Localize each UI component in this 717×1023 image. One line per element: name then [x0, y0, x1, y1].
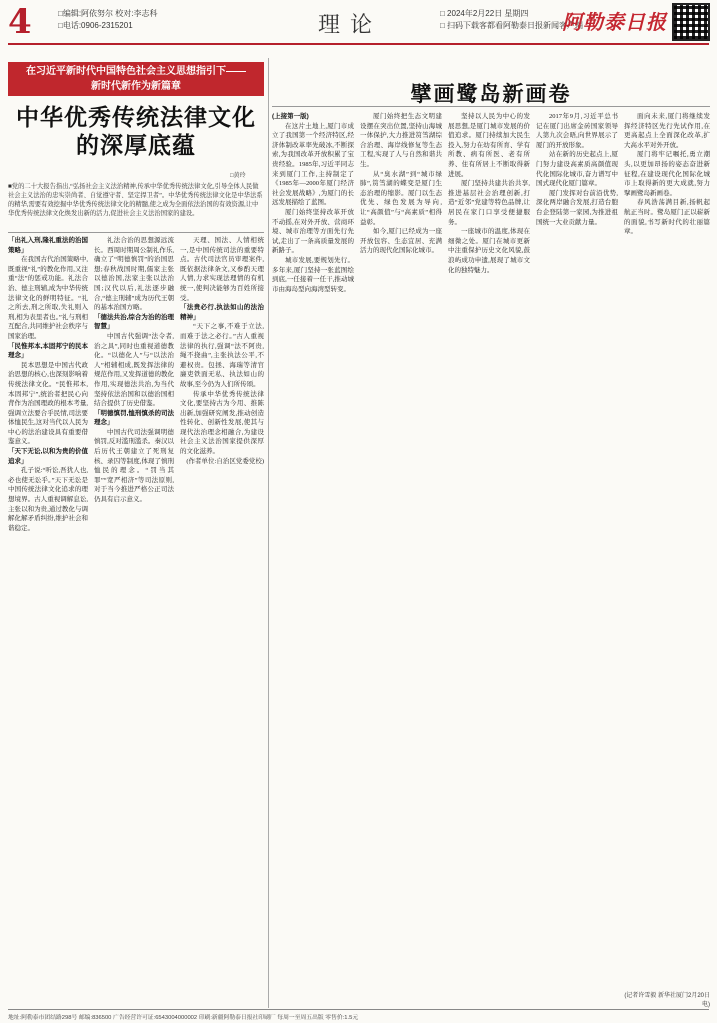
- masthead: [0, 0, 717, 44]
- paragraph: “天下之事,不难于立法,而难于法之必行。”古人重视法律的执行,强调“法不阿贵,绳不挠曲”,主张执法公平,不避权贵。包拯、海瑞等清官廉吏铁面无私、执法如山的故事,至今仍为人们所传颂。: [180, 323, 264, 388]
- subheading: 「民惟邦本,本固邦宁的民本理念」: [8, 342, 88, 360]
- paragraph: 站在新的历史起点上,厦门努力建设高素质高颜值现代化国际化城市,奋力谱写中国式现代化厦门篇章。: [536, 151, 618, 188]
- column-banner: [8, 62, 264, 96]
- paragraph: 厦门始终坚持改革开放不动摇,在对外开放、营商环境、城市治理等方面先行先试,走出了一条高质量发展的新路子。: [272, 208, 354, 255]
- paragraph: 中国古代司法强调明德慎罚,反对滥刑滥杀。秦汉以后历代王朝建立了死刑复核、录囚等制度,体现了慎刑恤民的理念。“罚当其罪”“宽严相济”等司法原则,对于当今推进严格公正司法仍具有启示意义。: [94, 428, 174, 504]
- paragraph: 在这片土地上,厦门市成立了我国第一个经济特区,经济体制改革率先破冰,不断探索,为我国改革开放积累了宝贵经验。1985年,习近平同志来到厦门工作,主持制定了《1985年—2000年厦门经济社会发展战略》,为厦门的长远发展描绘了蓝图。: [272, 122, 354, 207]
- editor-line: □编辑:阿依努尔 校对:李志科: [58, 9, 158, 18]
- paragraph: 民本思想是中国古代政治思想的核心,也深刻影响着传统法律文化。“民惟邦本,本固邦宁”,统治者把民心向背作为治国理政的根本考量,强调立法要合乎民情,司法要体恤民生,这对当代以人民为中心的法治建设具有重要借鉴意义。: [8, 361, 88, 446]
- paragraph: 如今,厦门已经成为一座开放包容、生态宜居、充满活力的现代化国际化城市。: [360, 228, 442, 255]
- column-divider: [268, 58, 269, 1008]
- banner-line-1: 在习近平新时代中国特色社会主义思想指引下——: [26, 66, 246, 77]
- left-article-title: 中华优秀传统法律文化的深厚底蕴: [16, 104, 256, 159]
- title-divider: [272, 106, 710, 107]
- right-article-column-3: [448, 112, 530, 1008]
- right-article-column-5: [624, 112, 710, 1008]
- subheading: 「天下无讼,以和为贵的价值追求」: [8, 448, 88, 465]
- paragraph: 厦门将牢记嘱托,勇立潮头,以更加昂扬的姿态奋进新征程,在建设现代化国际化城市上取得新的更大成就,努力擘画鹭岛新画卷。: [624, 151, 710, 197]
- left-article-column-1: [8, 236, 88, 1008]
- paragraph: 春风浩荡满目新,扬帆起航正当时。鹭岛厦门正以崭新的面貌,书写新时代的壮丽篇章。: [624, 199, 710, 236]
- right-article-title: 擘画鹭岛新画卷: [410, 81, 572, 106]
- masthead-divider: [8, 43, 709, 45]
- paragraph: 在我国古代治国策略中,既重视“礼”的教化作用,又注重“法”的惩戒功能。礼法合治、德主刑辅,成为中华传统法律文化的鲜明特征。“礼之所去,刑之所取,失礼则入刑,相为表里者也。”礼与刑相互配合,共同维护社会秩序与国家治理。: [8, 256, 88, 340]
- newspaper-logo: 阿勒泰日报: [562, 10, 667, 34]
- continued-label: (上接第一版): [272, 113, 309, 120]
- paragraph: 中国古代强调“法令者,治之具”,同时也重视道德教化。“以德化人”与“以法治人”相辅相成,既发挥法律的规范作用,又发挥道德的教化作用,实现德法共治,为当代坚持依法治国和以德治国相结合提供了历史借鉴。: [94, 332, 174, 408]
- note-divider: [8, 232, 264, 233]
- paragraph: 坚持以人民为中心的发展思想,是厦门城市发展的价值追求。厦门持续加大民生投入,努力在幼有所育、学有所教、病有所医、老有所养、住有所居上不断取得新进展。: [448, 113, 530, 178]
- contact-line: □ 扫码下载客都看阿勒泰日报新闻客户端: [440, 21, 584, 30]
- left-article-column-2: [94, 236, 174, 1008]
- right-article-column-4: [536, 112, 618, 1008]
- paragraph: 礼法合治的思想源远流长。西周时期周公制礼作乐,确立了“明德慎罚”的治国思想;春秋战国时期,儒家主张以德治国,法家主张以法治国;汉代以后,礼法逐步融合,“德主刑辅”成为历代王朝的基本治国方略。: [94, 237, 174, 312]
- author-note: (作者单位:自治区党委党校): [186, 457, 264, 465]
- paragraph: 天理、国法、人情相统一,是中国传统司法的重要特点。古代司法官员审理案件,既依据法律条文,又参酌天理人情,力求实现法理情的有机统一,使判决能够为百姓所接受。: [180, 237, 264, 302]
- footer-divider: [8, 1009, 709, 1010]
- right-article-column-1: [272, 112, 354, 1008]
- source-note: (记者许雪毅 新华社厦门2月20日电): [624, 993, 710, 1008]
- paragraph: 厦门发挥对台前沿优势,深化两岸融合发展,打造台胞台企登陆第一家园,为推进祖国统一大业贡献力量。: [536, 189, 618, 226]
- right-article-column-2: [360, 112, 442, 1008]
- paragraph: 2017年9月,习近平总书记在厦门出席金砖国家领导人第九次会晤,向世界展示了厦门的开放形象。: [536, 113, 618, 149]
- paragraph: 厦门始终把生态文明建设摆在突出位置,坚持山海城一体保护,大力推进筼筜湖综合治理、海岸线修复等生态工程,实现了人与自然和谐共生。: [360, 113, 442, 168]
- subheading: 「法贵必行,执法如山的法治精神」: [180, 304, 264, 321]
- paragraph: 从“臭水湖”到“城市绿肺”,筼筜湖的蝶变是厦门生态治理的缩影。厦门以生态优先、绿色发展为导向,让“高颜值”与“高素质”相得益彰。: [360, 170, 442, 226]
- subheading: 「明德慎罚,恤刑慎杀的司法理念」: [94, 409, 174, 427]
- page-number: 4: [8, 2, 32, 42]
- section-title: 理论: [318, 13, 383, 38]
- left-article-byline: □黄玲: [230, 173, 246, 179]
- qr-code-icon[interactable]: [672, 3, 710, 41]
- paragraph: 面向未来,厦门将继续发挥经济特区先行先试作用,在更高起点上全面深化改革,扩大高水平对外开放。: [624, 113, 710, 149]
- editors-note: ■党的二十大报告指出,“弘扬社会主义法治精神,传承中华优秀传统法律文化,引导全体人民做社会主义法治的忠实崇尚者、自觉遵守者、坚定捍卫者”。中华优秀传统法律文化是中华法系的精华,需要有效挖掘中华优秀传统法律文化的精髓,使之成为全面依法治国的有效资源,让中华优秀传统法律文化焕发出新的活力,促进社会主义法治国家的建设。: [8, 183, 263, 217]
- subheading: 「出礼入刑,隆礼重法的治国策略」: [8, 237, 88, 254]
- paragraph: 传承中华优秀传统法律文化,要坚持古为今用、推陈出新,加强研究阐发,推动创造性转化、创新性发展,使其与现代法治理念相融合,为建设社会主义法治国家提供深厚的文化滋养。: [180, 390, 264, 456]
- left-article-column-3: [180, 236, 264, 1008]
- paragraph: 城市发展,要规划先行。多年来,厦门坚持一张蓝图绘到底,一任接着一任干,推动城市由海岛型向海湾型转变。: [272, 256, 354, 293]
- banner-line-2: 新时代新作为新篇章: [91, 81, 181, 92]
- paragraph: 一座城市的温度,体现在细微之处。厦门在城市更新中注重保护历史文化风貌,鼓浪屿成功申遗,展现了城市文化的独特魅力。: [448, 228, 530, 274]
- paragraph: 厦门坚持共建共治共享,推进基层社会治理创新,打造“近邻”党建等特色品牌,让居民在家门口享受便捷服务。: [448, 180, 530, 226]
- date-line: □ 2024年2月22日 星期四: [440, 9, 529, 18]
- editor-info: [58, 8, 158, 32]
- phone-line: □电话:0906-2315201: [58, 21, 133, 30]
- footer-info: 地址:阿勒泰市团结路298号 邮编:836500 广告经营许可证:6543004000002 印刷:新疆阿勒泰日报社印刷厂 每周一至周五出版 零售价:1.5元: [8, 1015, 359, 1021]
- subheading: 「德法共治,综合为治的治理智慧」: [94, 313, 174, 331]
- paragraph: 孔子说:“听讼,吾犹人也,必也使无讼乎。”天下无讼是中国传统法律文化追求的理想境界。古人重视调解息讼,主张以和为贵,通过教化与调解化解矛盾纠纷,维护社会和谐稳定。: [8, 467, 88, 532]
